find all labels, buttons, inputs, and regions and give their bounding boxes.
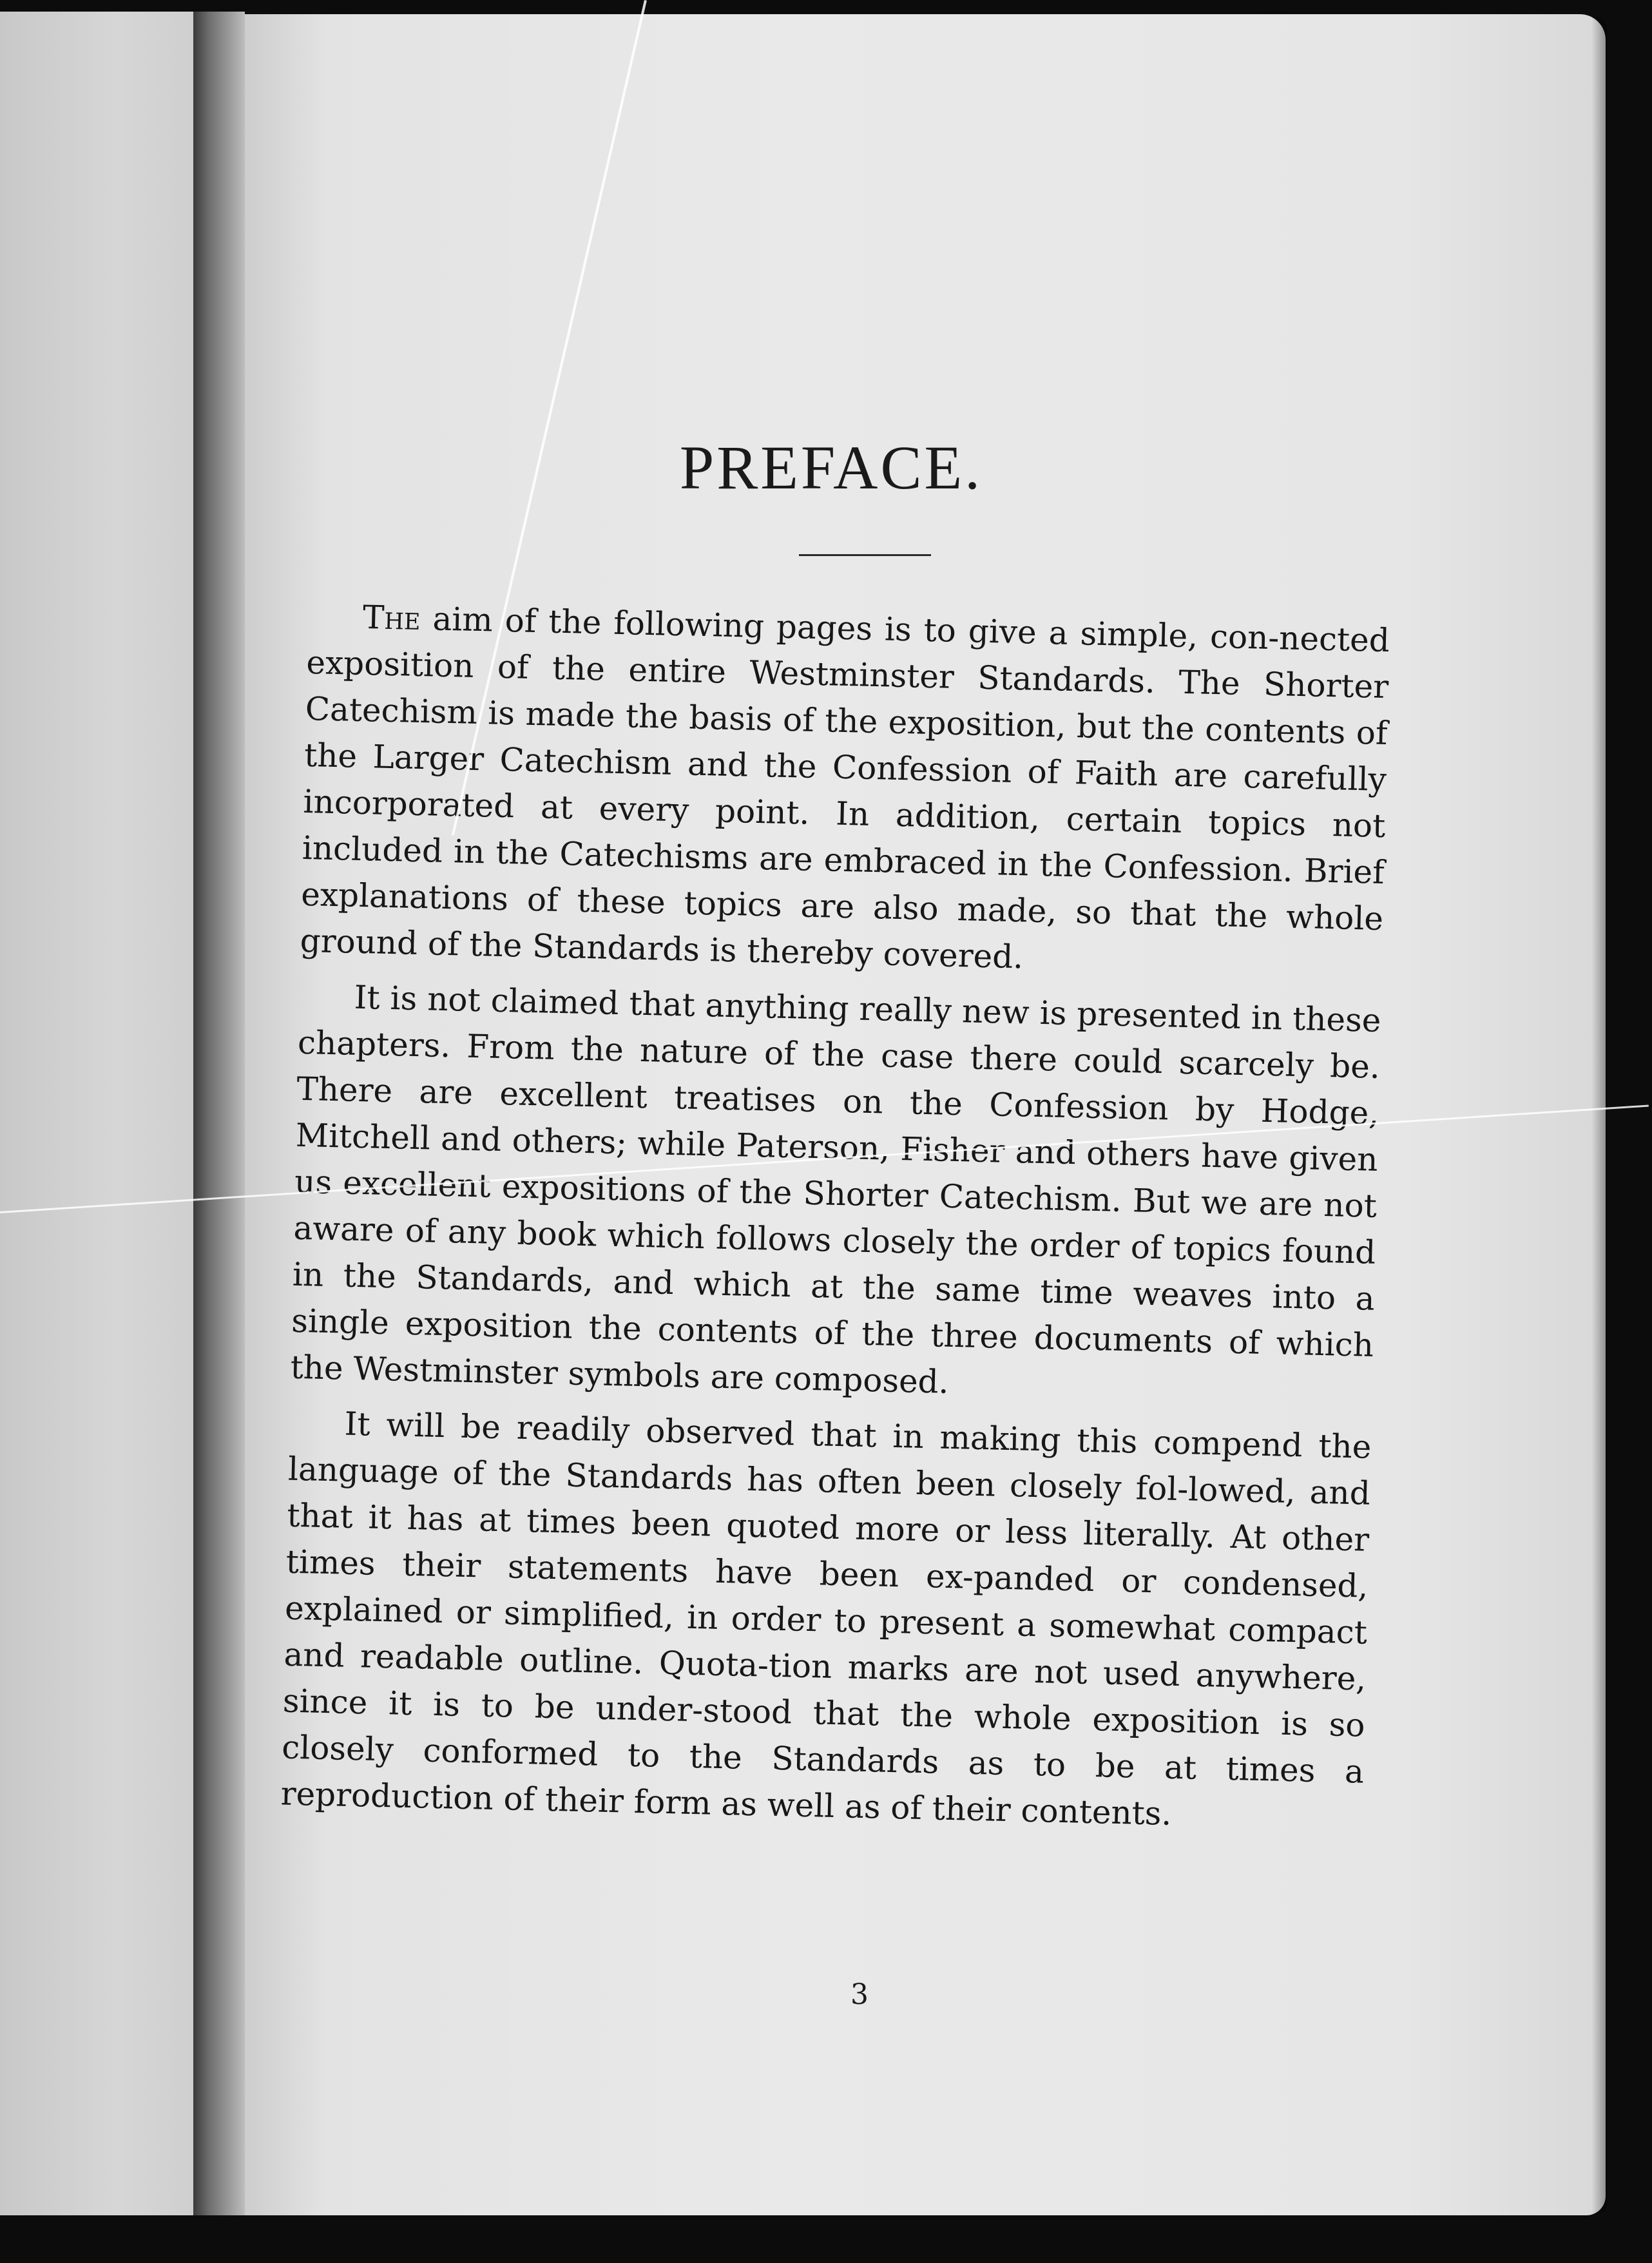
page-number: 3 (850, 1978, 869, 2011)
left-blank-page (0, 12, 193, 2215)
paragraph-3: It will be readily observed that in making this compend the language of the Standards has often been closely fol-lowed, and that it has at times been quoted more or less literally. At other times their statements have been ex-panded or condensed, explained or simplified, in order to present a somewhat compact and readable outline. Quota-tion marks are not used anywhere, since it is to be under-stood that the whole exposition is so closely conformed to the Standards as to be at times a reproduction of their form as well as of their contents. (280, 1405, 1372, 1833)
paragraph-1-text: aim of the following pages is to give a simple, con-nected exposition of the entire Westminster Standards. The Shorter Catechism is made the basis of the exposition, but the contents of the Larger Catechism and the Confession of Faith are carefully incorporated at every point. In addition, certain topics not included in the Catechisms are embraced in the Confession. Brief explanations of these topics are also made, so that the whole ground of the Standards is thereby covered. (300, 599, 1390, 976)
binding-gutter (193, 12, 245, 2215)
page-title: PREFACE. (679, 433, 983, 502)
preface-body (280, 593, 1390, 1851)
paragraph-1-lead: The (362, 598, 421, 637)
page-edge-shadow (1591, 14, 1607, 2215)
paragraph-2: It is not claimed that anything really new is presented in these chapters. From the nature of the case there could scarcely be. There are excellent treatises on the Confession by Hodge, Mitchell and others; while Paterson, Fisher and others have given us excellent expositions of the Shorter Catechism. But we are not aware of any book which follows closely the order of topics found in the Standards, and which at the same time weaves into a single exposition the contents of the three documents of which the Westminster symbols are composed. (290, 978, 1382, 1401)
title-rule (799, 554, 931, 556)
